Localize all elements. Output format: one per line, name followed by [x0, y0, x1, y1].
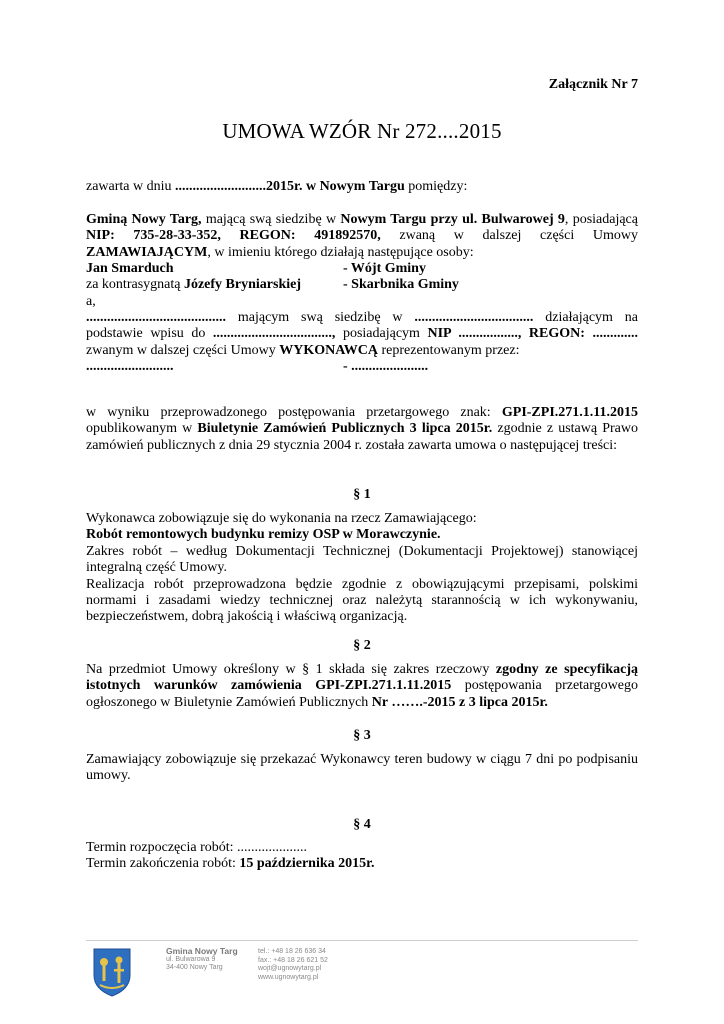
signer-role: - ...................... — [343, 359, 429, 374]
party-ordering — [86, 212, 638, 261]
intro-text-end: pomiędzy: — [404, 179, 468, 194]
end-date-label: Termin zakończenia robót: — [86, 856, 240, 872]
footer-city: 34-400 Nowy Targ — [166, 964, 223, 971]
section-2-ref: Nr …….-2015 z 3 lipca 2015r. — [371, 694, 548, 710]
contractor-text: mającym swą siedzibę w — [226, 310, 415, 325]
section-4-heading: § 4 — [353, 817, 371, 832]
section-2-spec: zgodny ze specyfikacją istotnych warunków zamówienia GPI-ZPI.271.1.11.2015 — [86, 662, 638, 694]
section-2-heading: § 2 — [353, 638, 371, 653]
party1-text3: zwaną w dalszej części Umowy — [380, 228, 638, 244]
signer-row — [86, 261, 638, 277]
section-2-text2: postępowania przetargowego ogłoszonego w Biuletynie Zamówień Publicznych — [86, 678, 639, 710]
party1-address: Nowym Targu przy ul. Bulwarowej 9 — [340, 212, 565, 227]
signer-name: ......................... — [86, 359, 174, 374]
procedure-publication: Biuletynie Zamówień Publicznych 3 lipca 2015r. — [197, 421, 493, 437]
section-1-body — [86, 511, 638, 626]
procedure-text: w wyniku przeprowadzonego postępowania przetargowego znak: — [86, 405, 502, 420]
intro-date-place: ..........................2015r. w Nowym Targu — [175, 179, 405, 194]
section-1-subject: Robót remontowych budynku remizy OSP w Morawczynie. — [86, 527, 441, 543]
contractor-text4: zwanym w dalszej części Umowy — [86, 342, 280, 358]
party1-name: Gminą Nowy Targ, — [86, 212, 202, 227]
signer-name: Jan Smarduch — [86, 261, 174, 276]
intro-line — [86, 179, 638, 195]
footer-org-name: Gmina Nowy Targ — [166, 946, 238, 956]
signer-prefix: za kontrasygnatą — [86, 277, 184, 293]
start-date: Termin rozpoczęcia robót: .................... — [86, 840, 308, 855]
signer-row — [86, 277, 638, 293]
section-1-line: Realizacja robót przeprowadzona będzie zgodnie z obowiązującymi przepisami, polskimi normami i zasadami wiedzy technicznej oraz należytą starannością w ich wykonywaniu, bezpieczeństwem, dobrą jakością i właściwą organizacją. — [86, 576, 638, 625]
footer-contacts — [258, 948, 328, 982]
signer-role: - Skarbnika Gminy — [343, 277, 459, 293]
procedure-paragraph — [86, 405, 638, 454]
section-1-line: Zakres robót – według Dokumentacji Technicznej (Dokumentacji Projektowej) stanowiącej integralną część Umowy. — [86, 543, 638, 576]
footer-street: ul. Bulwarowa 9 — [166, 955, 216, 963]
party-contractor — [86, 310, 638, 359]
footer — [86, 945, 638, 1005]
contractor-role: WYKONAWCĄ — [279, 342, 378, 358]
section-1-line: Wykonawca zobowiązuje się do wykonania na rzecz Zamawiającego: — [86, 511, 477, 526]
procedure-text2: opublikowanym w — [86, 421, 198, 437]
coat-of-arms-icon — [92, 947, 132, 997]
page-title: UMOWA WZÓR Nr 272....2015 — [222, 119, 502, 143]
section-1-heading: § 1 — [353, 487, 371, 502]
section-3-body: Zamawiający zobowiązuje się przekazać Wykonawcy teren budowy w ciągu 7 dni po podpisaniu umowy. — [86, 752, 638, 784]
contractor-text2: działającym na podstawie wpisu do — [86, 310, 639, 342]
end-date-value: 15 października 2015r. — [239, 856, 375, 872]
signer-name: Józefy Bryniarskiej — [183, 277, 301, 293]
intro-text: zawarta w dniu — [86, 179, 176, 194]
section-3-heading: § 3 — [353, 728, 371, 743]
party1-text: mającą swą siedzibę w — [201, 212, 341, 227]
contractor-text3: posiadającym — [335, 326, 428, 342]
conjunction: a, — [86, 293, 96, 309]
party1-role: ZAMAWIAJĄCYM — [86, 244, 208, 260]
party1-text2: , posiadającą — [564, 212, 638, 227]
signer-role: - Wójt Gminy — [343, 261, 426, 276]
footer-web[interactable]: www.ugnowytarg.pl — [258, 973, 319, 981]
footer-email[interactable]: wojt@ugnowytarg.pl — [258, 965, 322, 972]
contractor-registry: .................................., — [212, 326, 336, 342]
signer-row — [86, 359, 638, 375]
signers-ordering — [86, 261, 638, 310]
section-2-text: Na przedmiot Umowy określony w § 1 składa się zakres rzeczowy — [86, 662, 496, 677]
annex-label: Załącznik Nr 7 — [548, 77, 638, 92]
footer-fax: fax.: +48 18 26 621 52 — [258, 956, 328, 964]
party1-text4: , w imieniu którego działają następujące osoby: — [207, 244, 474, 260]
procedure-ref: GPI-ZPI.271.1.11.2015 — [501, 405, 638, 420]
footer-divider — [86, 940, 638, 941]
procedure-text3: zgodnie z ustawą Prawo zamówień publicznych z dnia 29 stycznia 2004 r. została zawarta umowa o następującej treści: — [86, 421, 639, 453]
signers-contractor — [86, 359, 638, 375]
footer-tel: tel.: +48 18 26 636 34 — [258, 948, 326, 955]
section-4-body — [86, 840, 638, 873]
contractor-seat: .................................. — [414, 310, 534, 325]
section-2-body — [86, 662, 638, 711]
footer-address — [166, 947, 238, 973]
contractor-ids: NIP ................., REGON: ............. — [427, 326, 638, 342]
contractor-name: ........................................ — [86, 310, 226, 325]
contractor-text5: reprezentowanym przez: — [378, 342, 520, 358]
party1-ids: NIP: 735-28-33-352, REGON: 491892570, — [86, 228, 381, 244]
